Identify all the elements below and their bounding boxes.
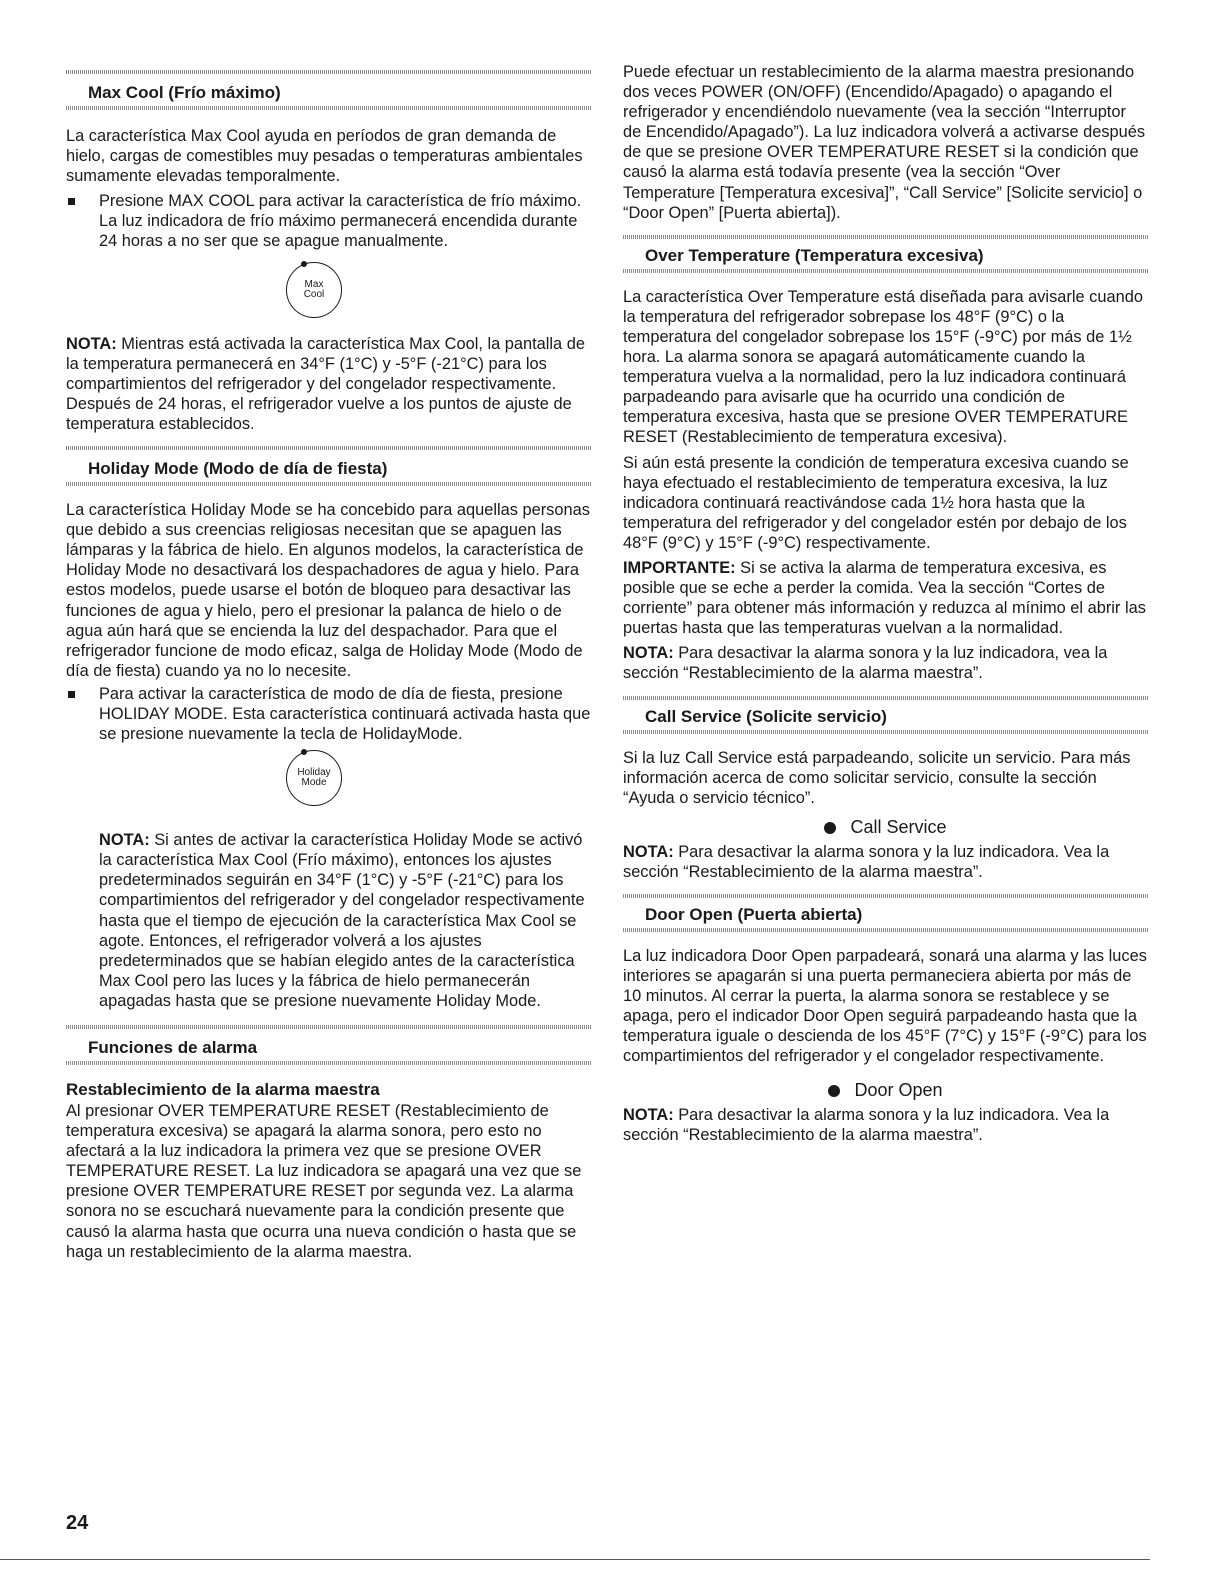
indicator-light-icon [824,822,836,834]
left-column [66,0,591,1262]
important-label: IMPORTANTE: [623,558,736,577]
holiday-mode-icon-line1: Holiday [297,767,331,779]
indicator-dot-icon [301,261,307,267]
call-service-heading: Call Service (Solicite servicio) [645,706,887,726]
over-temperature-p1: La característica Over Temperature está diseñada para avisarle cuando la temperatura del refrigerador sobrepase los 48°F (9°C) o la temperatura del congelador sobrepase los 15°F (-9°C) por más de 1½ hora. La alarma sonora se apagará automáticamente cuando la temperatura vuelva a la normalidad, pero la luz indicadora continuará parpadeando para avisarle que ha ocurrido una condición de temperatura excesiva, hasta que se presione OVER TEMPERATURE RESET (Restablecimiento de temperatura excesiva). [623,287,1143,447]
note-label: NOTA: [623,644,674,663]
bullet-square-icon [68,198,75,205]
call-service-indicator-label: Call Service [850,816,947,837]
door-open-text: La luz indicadora Door Open parpadeará, sonará una alarma y las luces interiores se apagarán si una puerta permaneciera abierta por más de 10 minutos. Al cerrar la puerta, la alarma sonora se restablece y se apaga, pero el indicador Door Open seguirá parpadeando hasta que la temperatura iguale o descienda de los 45°F (7°C) y 15°F (-9°C) para los compartimientos del refrigerador y el congelador respectivamente. [623,947,1147,1066]
note-text: Si antes de activar la característica Holiday Mode se activó la característica Max Cool (Frío máximo), entonces los ajustes predeterminados seguirán en 34°F (1°C) y -5°F (-21°C) para los compartimientos del refrigerador y del congelador respectivamente hasta que el tiempo de ejecución de la característica Max Cool se agote. Entonces, el refrigerador volverá a los ajustes predeterminados que se habían elegido antes de la característica Max Cool pero las luces y la fábrica de hielo permanecerán apagadas hasta que se presione nuevamente Holiday Mode. [99,831,585,1010]
note-label: NOTA: [66,334,117,353]
holiday-mode-note [66,830,591,1011]
max-cool-bullet [66,191,591,251]
indicator-dot-icon [301,749,307,755]
max-cool-bullet-text: Presione MAX COOL para activar la característica de frío máximo. La luz indicadora de frío máximo permanecerá encendida durante 24 horas a no ser que se apague manualmente. [99,192,582,251]
holiday-mode-heading: Holiday Mode (Modo de día de fiesta) [88,459,388,479]
page-number: 24 [66,1512,89,1534]
call-service-text: Si la luz Call Service está parpadeando, solicite un servicio. Para más información acerca de como solicitar servicio, consulte la sección “Ayuda o servicio técnico”. [623,748,1131,807]
master-alarm-reset-heading: Restablecimiento de la alarma maestra [66,1080,380,1099]
door-open-heading: Door Open (Puerta abierta) [645,905,863,924]
holiday-mode-icon-area [66,750,591,810]
max-cool-heading: Max Cool (Frío máximo) [88,83,281,102]
holiday-mode-icon-line2: Mode [301,777,327,789]
right-column [623,0,1148,1145]
note-text: Para desactivar la alarma sonora y la luz indicadora. Vea la sección “Restablecimiento de la alarma maestra”. [623,842,1110,881]
over-temperature-important [623,558,1148,638]
important-text: Si se activa la alarma de temperatura excesiva, es posible que se eche a perder la comida. Vea la sección “Cortes de corriente” para obtener más información y reduzca al mínimo el abrir las puertas hasta que las temperaturas vuelvan a la normalidad. [623,558,1146,638]
holiday-mode-button-icon [286,750,342,806]
call-service-note [623,842,1148,882]
over-temperature-note [623,643,1148,683]
max-cool-intro: La característica Max Cool ayuda en períodos de gran demanda de hielo, cargas de comestibles muy pesadas o temperaturas ambientales sumamente elevadas temporalmente. [66,127,583,186]
footer-line [0,1559,1150,1560]
max-cool-note [66,334,591,434]
alarm-functions-heading: Funciones de alarma [88,1038,258,1057]
note-label: NOTA: [623,842,674,861]
door-open-indicator-label: Door Open [854,1079,943,1100]
note-text: Mientras está activada la característica Max Cool, la pantalla de la temperatura permanecerá en 34°F (1°C) y -5°F (-21°C) para los compartimientos del refrigerador y del congelador respectivamente. Después de 24 horas, el refrigerador vuelve a los puntos de ajuste de temperatura establecidos. [66,334,585,433]
master-alarm-reset-continued: Puede efectuar un restablecimiento de la alarma maestra presionando dos veces POWER (ON/OFF) (Encendido/Apagado) o apagando el refrigerador y encendiéndolo nuevamente (vea la sección “Interruptor de Encendido/Apagado”). La luz indicadora volverá a activarse después de que se presione OVER TEMPERATURE RESET si la condición que causó la alarma está todavía presente (vea la sección “Over Temperature [Temperatura excesiva]”, “Call Service” [Solicite servicio] o “Door Open” [Puerta abierta]). [623,63,1146,222]
holiday-mode-intro: La característica Holiday Mode se ha concebido para aquellas personas que debido a sus creencias religiosas necesitan que se apaguen las lámparas y la fábrica de hielo. En algunos modelos, la característica de Holiday Mode no desactivará los despachadores de agua y hielo. Para estos modelos, puede usarse el botón de bloqueo para desactivar las funciones de agua y hielo, pero el presionar la palanca de hielo o de agua aún hará que se encienda la luz del despachador. Para que el refrigerador funcione de modo eficaz, salga de Holiday Mode (Modo de día de fiesta) cuando ya no lo necesite. [66,501,590,680]
call-service-indicator [623,816,1148,838]
holiday-mode-bullet [66,684,591,744]
max-cool-icon-line2: Cool [303,288,325,300]
max-cool-icon-line1: Max [304,278,324,290]
over-temperature-heading: Over Temperature (Temperatura excesiva) [645,245,984,265]
note-text: Para desactivar la alarma sonora y la luz indicadora, vea la sección “Restablecimiento de la alarma maestra”. [623,644,1108,683]
note-label: NOTA: [99,831,150,850]
master-alarm-reset-text: Al presionar OVER TEMPERATURE RESET (Restablecimiento de temperatura excesiva) se apagará la alarma sonora, pero esto no afectará a la luz indicadora la primera vez que se presione OVER TEMPERATURE RESET. La luz indicadora se apagará una vez que se presione OVER TEMPERATURE RESET por segunda vez. La alarma sonora no se escuchará nuevamente para la condición presente que causó la alarma hasta que ocurra una nueva condición o hasta que se haga un restablecimiento de la alarma maestra. [66,1102,582,1261]
over-temperature-p2: Si aún está presente la condición de temperatura excesiva cuando se haya efectuado el restablecimiento de temperatura excesiva, la luz indicadora continuará reactivándose cada 1½ hora hasta que la temperatura del refrigerador y del congelador estén por debajo de los 48°F (9°C) y 15°F (-9°C) respectivamente. [623,453,1129,552]
indicator-light-icon [828,1085,840,1097]
max-cool-icon-area [66,262,591,322]
note-label: NOTA: [623,1105,674,1124]
max-cool-button-icon [286,262,342,318]
note-text: Para desactivar la alarma sonora y la luz indicadora. Vea la sección “Restablecimiento de la alarma maestra”. [623,1105,1110,1144]
holiday-mode-bullet-text: Para activar la característica de modo de día de fiesta, presione HOLIDAY MODE. Esta característica continuará activada hasta que se presione nuevamente la tecla de HolidayMode. [99,684,591,744]
door-open-note [623,1105,1148,1145]
bullet-square-icon [68,691,75,698]
door-open-indicator [623,1079,1148,1101]
